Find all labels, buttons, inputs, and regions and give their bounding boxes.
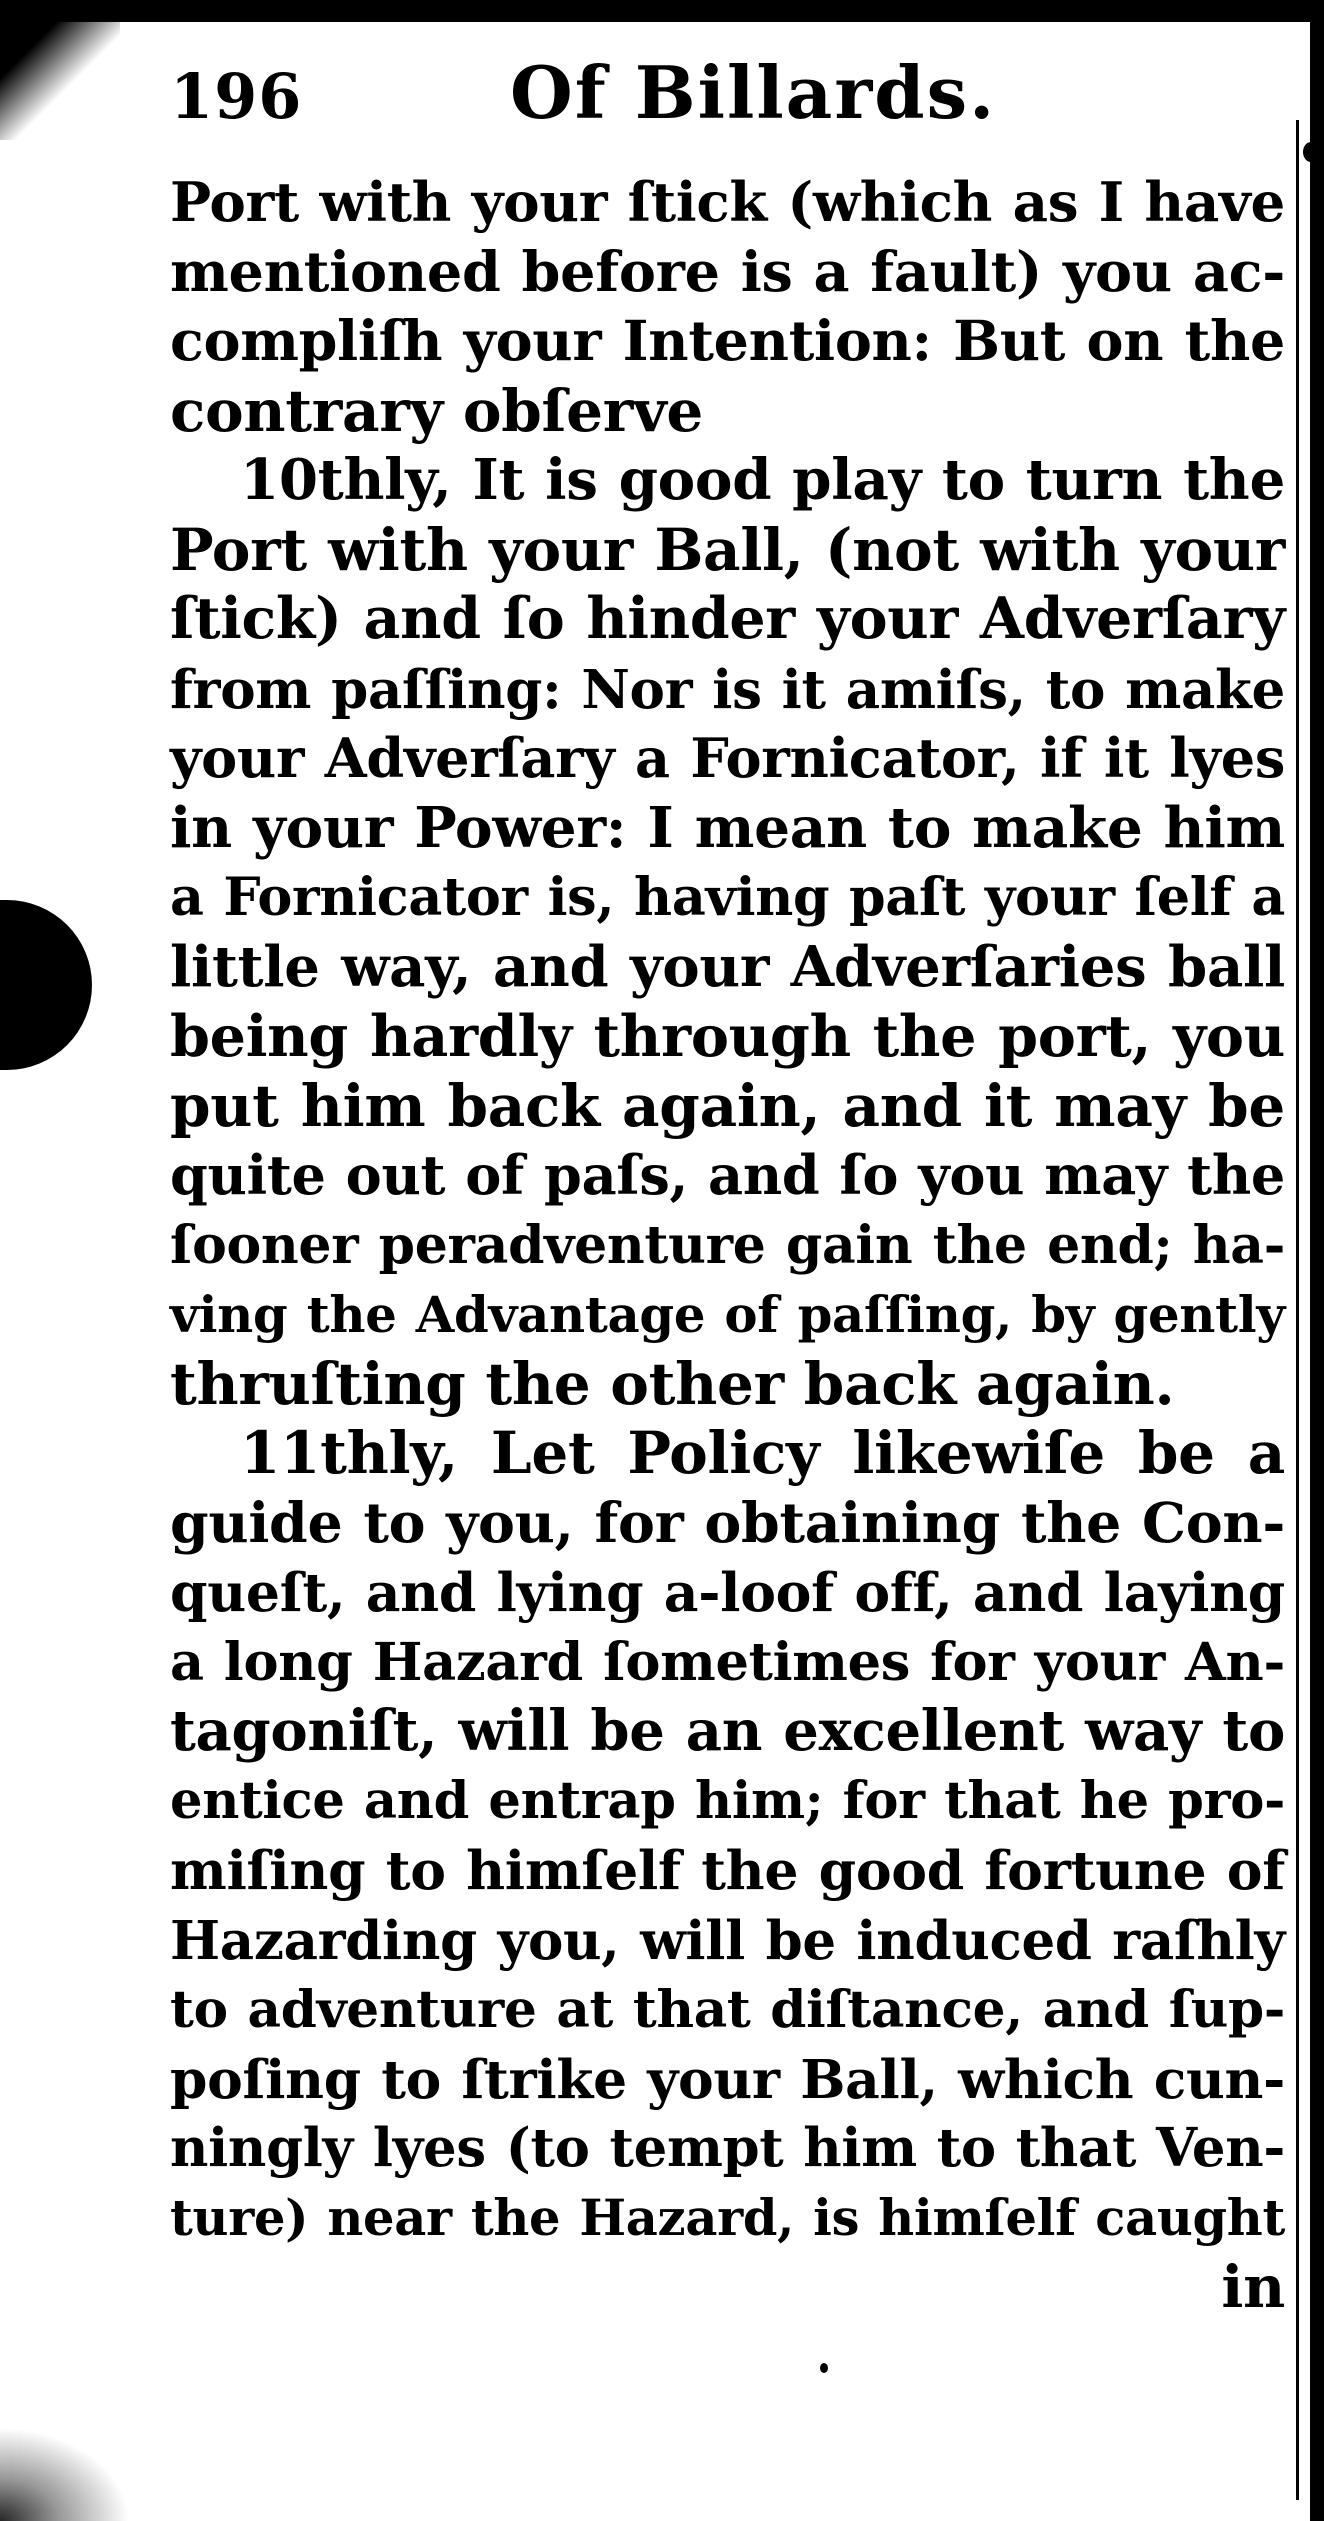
scan-shadow-bottom-left xyxy=(0,2420,140,2521)
text-line-30: ture) near the Hazard, is himſelf caught xyxy=(170,2188,1285,2247)
scan-border-top xyxy=(40,0,1324,22)
text-line-2: mentioned before is a fault) you ac- xyxy=(170,239,1285,305)
page-number: 196 xyxy=(170,60,303,133)
text-line-24: entice and entrap him; for that he pro- xyxy=(170,1770,1285,1831)
text-line-13: being hardly through the port, you xyxy=(170,1003,1285,1070)
text-line-28: poſing to ſtrike your Ball, which cun- xyxy=(170,2047,1285,2111)
text-line-11: a Fornicator is, having paſt your ſelf a xyxy=(170,867,1285,928)
text-line-26: Hazarding you, will be induced raſhly xyxy=(170,1908,1285,1972)
text-line-16: ſooner peradventure gain the end; ha- xyxy=(170,1214,1285,1276)
text-line-8: from paſſing: Nor is it amiſs, to make xyxy=(170,657,1285,721)
text-line-9: your Adverſary a Fornicator, if it lyes xyxy=(170,726,1285,790)
body-text xyxy=(170,168,1285,2323)
catchword: in xyxy=(1221,2253,1285,2321)
text-line-4: contrary obſerve xyxy=(170,376,704,445)
scan-border-right xyxy=(1310,0,1324,2521)
ink-spot-bottom xyxy=(820,2363,828,2373)
text-line-10: in your Power: I mean to make him xyxy=(170,794,1285,861)
running-title: Of Billards. xyxy=(510,50,997,135)
text-line-12: little way, and your Adverſaries ball xyxy=(170,933,1285,1000)
text-line-18: thruſting the other back again. xyxy=(170,1349,1175,1418)
page-header xyxy=(170,50,1280,160)
page-edge-line xyxy=(1296,120,1299,2500)
text-line-23: tagoniſt, will be an excellent way to xyxy=(170,1698,1285,1764)
text-line-7: ſtick) and ſo hinder your Adverſary xyxy=(170,586,1285,652)
text-line-19: 11thly, Let Policy likewiſe be a xyxy=(240,1419,1285,1487)
text-line-21: queſt, and lying a-loof off, and laying xyxy=(170,1561,1285,1624)
text-line-14: put him back again, and it may be xyxy=(170,1071,1285,1140)
text-line-17: ving the Advantage of paſſing, by gently xyxy=(170,1285,1285,1344)
text-line-1: Port with your ſtick (which as I have xyxy=(170,170,1285,234)
text-line-15: quite out of paſs, and ſo you may the xyxy=(170,1143,1285,1207)
text-line-20: guide to you, for obtaining the Con- xyxy=(170,1490,1285,1556)
text-line-27: to adventure at that diſtance, and ſup- xyxy=(170,1979,1285,2040)
text-line-25: miſing to himſelf the good fortune of xyxy=(170,1839,1285,1902)
scan-shadow-left-tab xyxy=(0,900,92,1070)
text-line-6: Port with your Ball, (not with your xyxy=(170,515,1285,584)
text-line-22: a long Hazard ſometimes for your An- xyxy=(170,1631,1285,1693)
text-line-3: compliſh your Intention: But on the xyxy=(170,309,1285,374)
text-line-29: ningly lyes (to tempt him to that Ven- xyxy=(170,2117,1285,2179)
ink-spot xyxy=(1303,142,1319,162)
text-line-5: 10thly, It is good play to turn the xyxy=(240,447,1285,513)
